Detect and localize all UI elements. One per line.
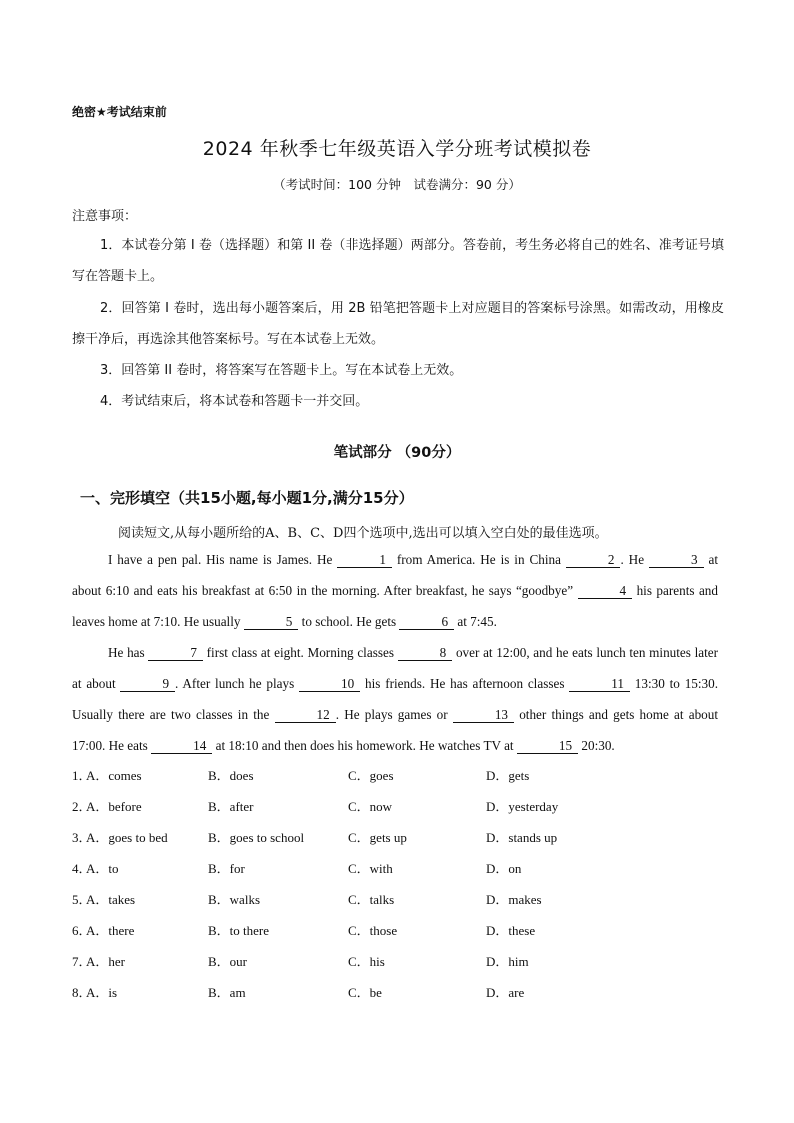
option-c: C．his [348,954,385,969]
option-c: C．gets up [348,830,407,845]
blank-3: 3 [649,552,704,568]
question-number: 5． [72,892,92,907]
question-row [72,858,722,889]
option-a: A．there [86,923,135,938]
section-title: 笔试部分 （90分） [333,445,461,461]
option-c: C．talks [348,892,395,907]
note-item: 3．回答第 II 卷时，将答案写在答题卡上。写在本试卷上无效。 [100,363,463,378]
passage-text: over at 12:00, and he eats lunch ten minutes later at about [72,645,719,691]
option-b: B．for [208,861,245,876]
question-row [72,982,722,1013]
passage-paragraph [72,544,718,637]
passage-text: from America. He is in China [396,552,561,567]
blank-13: 13 [453,707,514,723]
question-row [72,951,722,982]
passage-text: I have a pen pal. His name is James. He [108,552,333,567]
option-d: D．stands up [486,830,558,845]
option-c: C．with [348,861,393,876]
passage-text: his friends. He has afternoon classes [365,676,565,691]
option-b: B．after [208,799,254,814]
option-a: A．is [86,985,118,1000]
question-row [72,796,722,827]
option-b: B．our [208,954,248,969]
question-number: 6． [72,923,92,938]
option-d: D．gets [486,768,530,783]
question-number: 7． [72,954,92,969]
exam-info: （考试时间：100 分钟 试卷满分：90 分） [273,177,521,192]
passage-text: 13:30 to 15:30. Usually there are two classes in the [72,676,719,722]
blank-5: 5 [244,614,299,630]
question-number: 4． [72,861,92,876]
blank-8: 8 [398,645,453,661]
option-d: D．him [486,954,529,969]
option-b: B．am [208,985,246,1000]
question-number: 3． [72,830,92,845]
option-b: B．goes to school [208,830,305,845]
option-c: C．be [348,985,382,1000]
blank-1: 1 [337,552,392,568]
passage-text: He has [108,645,145,660]
question-row [72,889,722,920]
blank-4: 4 [578,583,633,599]
option-c: C．now [348,799,393,814]
question-list [72,765,722,1013]
option-b: B．to there [208,923,270,938]
passage-text: his parents and leaves home at 7:10. He usually [72,583,718,629]
option-d: D．on [486,861,522,876]
option-a: A．before [86,799,142,814]
note-item: 4．考试结束后，将本试卷和答题卡一并交回。 [100,394,369,409]
option-a: A．comes [86,768,142,783]
part-heading: 一、完形填空（共15小题,每小题1分,满分15分） [80,489,414,507]
passage-text: at 7:45. [457,614,497,629]
passage-text: . He [620,552,645,567]
option-b: B．does [208,768,254,783]
blank-14: 14 [151,738,212,754]
option-a: A．to [86,861,119,876]
option-c: C．goes [348,768,394,783]
passage-text: . After lunch he plays [175,676,295,691]
option-d: D．yesterday [486,799,559,814]
blank-10: 10 [299,676,360,692]
blank-7: 7 [148,645,203,661]
option-d: D．these [486,923,536,938]
passage-paragraph [72,637,718,761]
option-d: D．are [486,985,525,1000]
passage-text: first class at eight. Morning classes [206,645,394,660]
option-a: A．goes to bed [86,830,168,845]
question-row [72,827,722,858]
passage-text: to school. He gets [301,614,397,629]
option-c: C．those [348,923,398,938]
question-row [72,920,722,951]
blank-12: 12 [275,707,336,723]
note-item: 2．回答第 I 卷时，选出每小题答案后，用 2B 铅笔把答题卡上对应题目的答案标号涂黑。如需改动，用橡皮擦干净后，再选涂其他答案标号。写在本试卷上无效。 [72,301,724,347]
passage-text: 20:30. [581,738,615,753]
blank-11: 11 [569,676,630,692]
cloze-passage [72,544,718,761]
option-a: A．her [86,954,125,969]
option-b: B．walks [208,892,261,907]
blank-6: 6 [399,614,454,630]
notes-heading: 注意事项： [72,209,138,224]
passage-text: other things and gets home at about 17:00. He eats [72,707,719,753]
blank-9: 9 [120,676,175,692]
note-item: 1．本试卷分第 I 卷（选择题）和第 II 卷（非选择题）两部分。答卷前，考生务必将自己的姓名、准考证号填写在答题卡上。 [72,238,724,284]
passage-text: . He plays games or [335,707,448,722]
instruction: 阅读短文,从每小题所给的A、B、C、D四个选项中,选出可以填入空白处的最佳选项。 [118,526,608,541]
option-a: A．takes [86,892,136,907]
passage-text: at 18:10 and then does his homework. He watches TV at [215,738,514,753]
passage-text: at about 6:10 and eats his breakfast at 6:50 in the morning. After breakfast, he says “goodbye” [72,552,719,598]
blank-15: 15 [517,738,578,754]
question-number: 2． [72,799,92,814]
blank-2: 2 [566,552,621,568]
confidential-label: 绝密★考试结束前 [72,105,167,119]
page-title: 2024 年秋季七年级英语入学分班考试模拟卷 [202,138,592,160]
question-number: 1． [72,768,92,783]
question-row [72,765,722,796]
option-d: D．makes [486,892,542,907]
question-number: 8． [72,985,92,1000]
